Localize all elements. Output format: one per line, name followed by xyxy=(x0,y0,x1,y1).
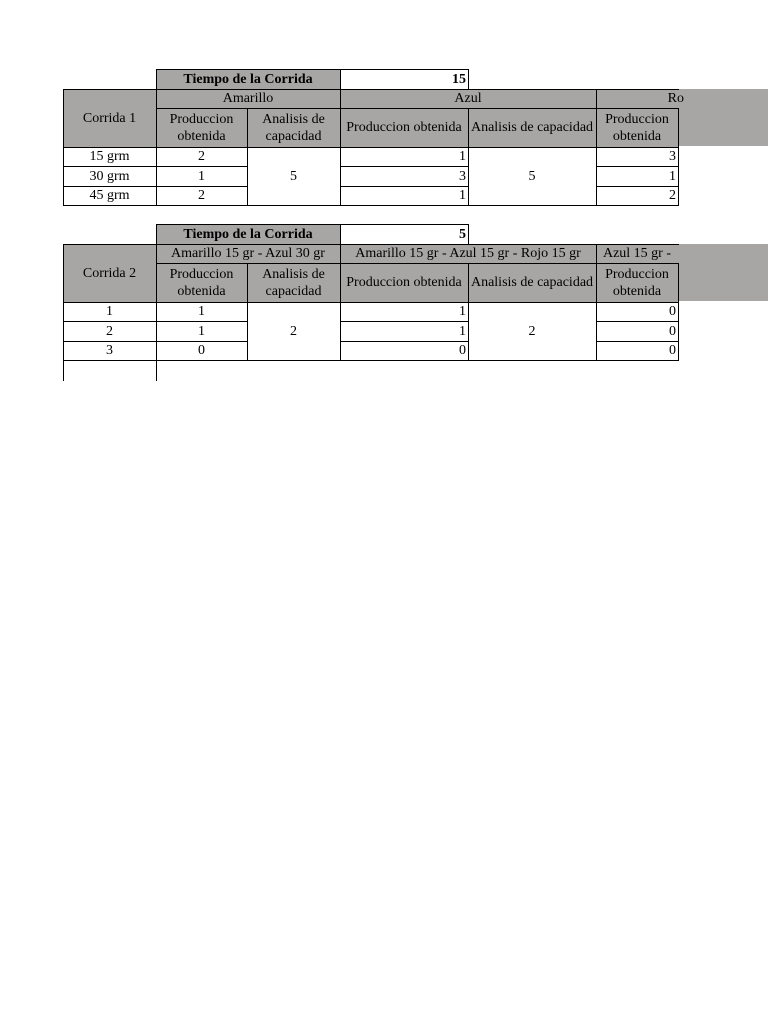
group-azul[interactable]: Azul xyxy=(454,91,482,106)
run-label[interactable]: Corrida 1 xyxy=(82,110,137,126)
grid-line xyxy=(247,108,248,206)
azul-value[interactable]: 3 xyxy=(459,168,466,184)
azul-value[interactable]: 1 xyxy=(459,149,466,164)
grid-line xyxy=(468,69,469,90)
grid-line xyxy=(596,89,597,206)
sub-analysis[interactable]: Analisis de capacidad xyxy=(470,120,594,135)
grid-line xyxy=(340,69,341,206)
g1-value[interactable]: 1 xyxy=(198,304,205,319)
azul-capacity[interactable]: 5 xyxy=(528,168,536,184)
grid-line xyxy=(468,108,469,206)
row-label[interactable]: 3 xyxy=(106,343,113,358)
grid-line xyxy=(156,69,157,206)
grid-line xyxy=(340,186,469,187)
grid-line xyxy=(156,108,679,109)
grid-line xyxy=(596,321,679,322)
g3-value[interactable]: 0 xyxy=(669,304,676,319)
grid-line xyxy=(340,341,469,342)
rojo-value[interactable]: 1 xyxy=(669,168,676,184)
overflow-gray xyxy=(678,89,768,146)
sub-analysis[interactable]: Analisis de capacidad xyxy=(262,266,325,299)
rojo-value[interactable]: 2 xyxy=(669,188,676,203)
time-label[interactable]: Tiempo de la Corrida xyxy=(183,227,313,242)
grid-line xyxy=(340,224,341,361)
grid-line xyxy=(596,186,679,187)
g3-value[interactable]: 0 xyxy=(669,343,676,358)
sub-production[interactable]: Produccion obtenida xyxy=(169,111,234,144)
sub-analysis[interactable]: Analisis de capacidad xyxy=(262,111,325,144)
sub-production[interactable]: Produccion obtenida xyxy=(346,275,462,290)
grid-line xyxy=(468,263,469,361)
g2-value[interactable]: 1 xyxy=(459,323,466,339)
g2-value[interactable]: 1 xyxy=(459,304,466,319)
g1-capacity[interactable]: 2 xyxy=(290,323,297,339)
grid-line xyxy=(156,224,157,381)
row-label[interactable]: 1 xyxy=(106,304,113,319)
sub-production[interactable]: Produccion obtenida xyxy=(605,111,669,144)
grid-line xyxy=(247,263,248,361)
row-label[interactable]: 2 xyxy=(106,323,113,339)
grid-line xyxy=(596,244,597,361)
group-rojo[interactable]: Ro xyxy=(667,91,684,106)
grid-line xyxy=(63,244,64,381)
row-label[interactable]: 15 grm xyxy=(89,149,130,164)
grid-line xyxy=(596,341,679,342)
group-1[interactable]: Amarillo 15 gr - Azul 30 gr xyxy=(171,246,325,261)
g2-capacity[interactable]: 2 xyxy=(528,323,536,339)
amarillo-value[interactable]: 2 xyxy=(198,149,205,164)
g3-value[interactable]: 0 xyxy=(669,323,676,339)
group-2[interactable]: Amarillo 15 gr - Azul 15 gr - Rojo 15 gr xyxy=(355,246,581,261)
sub-analysis[interactable]: Analisis de capacidad xyxy=(470,275,594,290)
amarillo-value[interactable]: 2 xyxy=(198,188,205,203)
time-label[interactable]: Tiempo de la Corrida xyxy=(183,72,313,87)
grid-line xyxy=(678,108,679,206)
rojo-value[interactable]: 3 xyxy=(669,149,676,164)
g2-value[interactable]: 0 xyxy=(459,343,466,358)
grid-line xyxy=(596,166,679,167)
sub-production[interactable]: Produccion obtenida xyxy=(605,266,669,299)
row-label[interactable]: 30 grm xyxy=(89,168,130,184)
group-amarillo[interactable]: Amarillo xyxy=(222,91,274,106)
run-label[interactable]: Corrida 2 xyxy=(82,265,137,281)
sub-production[interactable]: Produccion obtenida xyxy=(346,120,462,135)
grid-line xyxy=(340,321,469,322)
grid-line xyxy=(63,89,64,206)
amarillo-capacity[interactable]: 5 xyxy=(290,168,297,184)
grid-line xyxy=(678,263,679,361)
time-value[interactable]: 15 xyxy=(452,72,466,87)
grid-line xyxy=(468,224,469,245)
grid-line xyxy=(340,166,469,167)
overflow-gray xyxy=(678,244,768,301)
row-label[interactable]: 45 grm xyxy=(89,188,130,203)
g1-value[interactable]: 1 xyxy=(198,323,205,339)
time-value[interactable]: 5 xyxy=(459,227,466,242)
amarillo-value[interactable]: 1 xyxy=(198,168,205,184)
grid-line xyxy=(156,69,469,70)
group-3[interactable]: Azul 15 gr - xyxy=(602,246,672,261)
g1-value[interactable]: 0 xyxy=(198,343,205,358)
grid-line xyxy=(156,263,679,264)
sub-production[interactable]: Produccion obtenida xyxy=(169,266,234,299)
azul-value[interactable]: 1 xyxy=(459,188,466,203)
grid-line xyxy=(156,224,469,225)
